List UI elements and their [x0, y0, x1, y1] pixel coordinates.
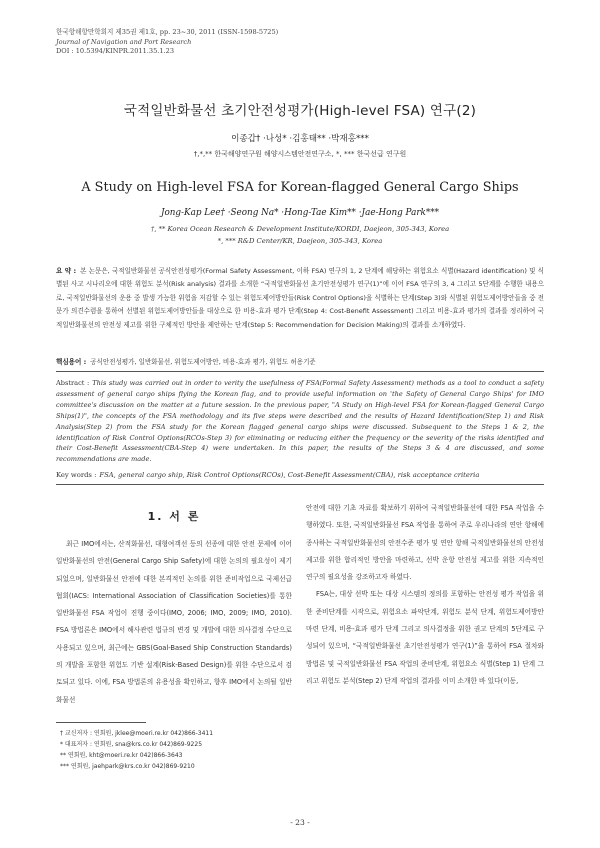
divider-rule-top [56, 371, 544, 372]
affiliation-english-1: †, ** Korea Ocean Research & Development Institute/KORDI, Daejeon, 305-343, Korea [150, 225, 450, 233]
keywords-english-label: Key words : [56, 471, 97, 479]
doi: DOI : 10.5394/KINPR.2011.35.1.23 [56, 47, 175, 55]
title-korean: 국적일반화물선 초기안전성평가(High-level FSA) 연구(2) [123, 103, 477, 119]
affiliation-korean: †,*,** 한국해양연구원 해양시스템안전연구소, *, *** 한국선급 연구원 [193, 150, 407, 158]
body-paragraph: 최근 IMO에서는, 산적화물선, 대형여객선 등의 선종에 대한 안전 문제에 이어 일반화물선의 안전(General Cargo Ship Safety)에 대한 논의의 필요성이 제기 되었으며, 일반화물선 안전에 대한 본격적인 논의를 위한 준비작업으로 국제선급협회(IACS: International Association of Classification Societies)를 통한 일반화물선 FSA 작업이 진행 중이다(IMO, 2006; IMO, 2009; IMO, 2010). FSA 방법론은 IMO에서 해사관련 법규의 변경 및 개발에 대한 의사결정 수단으로 사용되고 있으며, 최근에는 GBS(Goal-Based Ship Construction Standards)의 개발을 포함한 위험도 기반 설계(Risk-Based Design)를 위한 수단으로서 검토되고 있다. 이에, FSA 방법론의 유용성을 확인하고, 향후 IMO에서 논의될 일반화물선 [56, 540, 292, 704]
footnotes [60, 728, 296, 772]
keywords-korean-text: 공식안전성평가, 일반화물선, 위험도제어방안, 비용-효과 평가, 위험도 허용기준 [90, 358, 316, 366]
keywords-english [56, 471, 544, 479]
body-column-right [306, 500, 544, 690]
abstract-english-label: Abstract : [56, 379, 90, 387]
body-paragraph: FSA는, 대상 선박 또는 대상 시스템의 정의를 포함하는 안전성 평가 작업을 위한 준비단계를 시작으로, 위험요소 파악단계, 위험도 분석 단계, 위험도제어방안 마련 단계, 비용-효과 평가 단계 그리고 의사결정을 위한 권고 단계의 5단계로 구성되어 있으며, “국적일반화물선 초기안전성평가 연구(1)”을 통하여 FSA 절차와 방법론 및 국적일반화물선 FSA 작업의 준비단계, 위험요소 식별(Step 1) 단계 그리고 위험도 분석(Step 2) 단계 작업의 결과를 이미 소개한 바 있다(이동, [306, 590, 544, 685]
footnote-divider [56, 722, 146, 723]
page-number: - 23 - [290, 818, 310, 827]
journal-name-en: Journal of Navigation and Port Research [56, 37, 192, 46]
divider-rule-bottom [56, 484, 544, 485]
authors-korean: 이종갑† ·나성* ·김홍태** ·박재홍*** [231, 134, 369, 144]
affiliation-english-2: *, *** R&D Center/KR, Daejeon, 305-343, Korea [217, 237, 383, 245]
keywords-english-text: FSA, general cargo ship, Risk Control Options(RCOs), Cost-Benefit Assessment(CBA), risk acceptance criteria [99, 471, 480, 479]
title-english: A Study on High-level FSA for Korean-flagged General Cargo Ships [81, 180, 519, 195]
keywords-korean-label: 핵심용어 : [56, 358, 87, 366]
abstract-korean-label: 요 약 : [56, 267, 77, 275]
footnote: * 대표저자 : 연회원, sna@krs.co.kr 042)869-9225 [60, 741, 203, 748]
journal-header [56, 28, 536, 57]
footnote: *** 연회원, jaehpark@krs.co.kr 042)869-9210 [60, 763, 195, 770]
footnote: ** 연회원, kht@moeri.re.kr 042)866-3643 [60, 752, 183, 759]
abstract-english [56, 378, 544, 465]
keywords-korean [56, 356, 544, 366]
journal-citation: 한국항해항만학회지 제35권 제1호, pp. 23~30, 2011 (ISSN-1598-5725) [56, 28, 279, 36]
abstract-english-text: This study was carried out in order to verity the usefulness of FSA(Formal Safety Assessment) methods as a tool to conduct a safety assessment of general cargo ships flying the Korean flag, and to provide useful information on 'the Safety of General Cargo Ships' for IMO committee's discussion on the matter at a future session. In the previous paper, "A Study on High-level FSA for Korean-flagged General Cargo Ships(1)", the concepts of the FSA methodology and its five steps were described and the results of Hazard Identification(Step 1) and Risk Analysis(Step 2) from the FSA study for the Korean flagged general cargo ships were discussed. Subsequent to the Steps 1 & 2, the identification of Risk Control Options(RCOs-Step 3) for eliminating or reducing either the frequency or the severity of the risks identified and their Cost-Benefit Assessment(CBA-Step 4) were undertaken. In this paper, the results of the Steps 3 & 4 are discussed, and some recommendations are made. [56, 379, 544, 464]
abstract-korean-text: 본 논문은, 국적일반화물선 공식안전성평가(Formal Safety Assessment, 이하 FSA) 연구의 1, 2 단계에 해당하는 위험요소 식별(Hazard identification) 및 식별된 사고 시나리오에 대한 위험도 분석(Risk analysis) 결과를 소개한 “국적일반화물선 초기안전성평가 연구(1)”에 이어 FSA 연구의 3, 4 그리고 5단계를 수행한 내용으로, 국적일반화물선의 운용 중 발생 가능한 위험을 저감할 수 있는 위험도제어방안들(Risk Control Options)을 식별하는 단계(Step 3)와 식별된 위험도제어방안들을 중 전문가 의견수렴을 통하여 선별된 위험도제어방안들을 대상으로 한 비용-효과 평가 단계(Step 4: Cost-Benefit Assessment) 그리고 비용-효과 평가의 결과를 정리하여 국적일반화물선의 안전성 제고를 위한 구체적인 방안을 제안하는 단계(Step 5: Recommendation for Decision Making)의 결과를 소개하였다. [56, 267, 544, 329]
abstract-korean [56, 265, 544, 332]
section-heading-introduction: 1. 서 론 [147, 510, 201, 523]
body-column-left [56, 536, 292, 709]
footnote: † 교신저자 : 연회원, jklee@moeri.re.kr 042)866-3411 [60, 730, 214, 737]
body-paragraph: 안전에 대한 기초 자료를 확보하기 위하여 국적일반화물선에 대한 FSA 작업을 수행하였다. 또한, 국적일반화물선 FSA 작업을 통하여 주로 우리나라의 연안 항해에 종사하는 국적일반화물선의 안전수준 평가 및 연안 항해 국적일반화물선의 안전성 제고를 위한 합리적인 방안을 마련하고, 선박 운항 안전성 제고를 위한 지속적인 연구의 필요성을 강조하고자 하였다. [306, 504, 544, 582]
authors-english: Jong-Kap Lee† ·Seong Na* ·Hong-Tae Kim** ·Jae-Hong Park*** [160, 208, 440, 218]
